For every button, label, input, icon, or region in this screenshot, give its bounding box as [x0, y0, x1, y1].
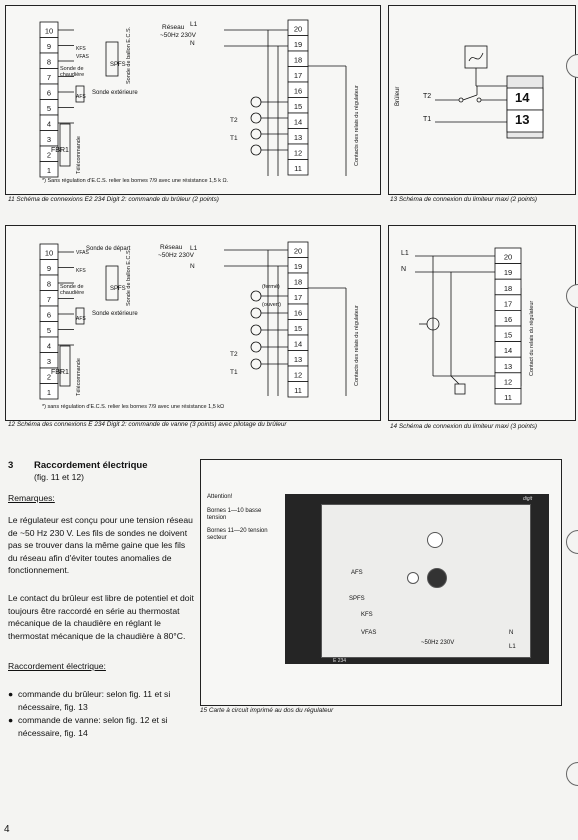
fig12-lv-terminal-label-10: 10 — [44, 248, 54, 258]
fig12-lv-terminal-label-1: 1 — [46, 388, 52, 397]
fig12-hv-terminal-label-13: 13 — [293, 355, 303, 364]
fig12-reseau: Réseau — [160, 244, 183, 251]
fig12-hv-terminal-label-16: 16 — [293, 308, 303, 318]
spfs-box — [106, 42, 118, 76]
attention-label: Attention! — [207, 494, 233, 500]
brand-label: digit — [523, 496, 533, 502]
fig11-lv-terminal-label-10: 10 — [44, 26, 54, 36]
spfs-box — [106, 266, 118, 300]
fig11-kfs: KFS — [76, 46, 86, 52]
section-subtitle: (fig. 11 et 12) — [34, 472, 84, 482]
fig14-terminal-label-19: 19 — [503, 268, 513, 278]
fig12-lv-terminal-label-6: 6 — [46, 310, 52, 320]
fig12-ferme: (fermé) — [262, 284, 280, 290]
fig14-terminal-label-18: 18 — [503, 283, 513, 293]
bullet-dot: ● — [8, 715, 14, 725]
load-symbol — [251, 359, 261, 369]
fig11-telecommande: Télécommande — [76, 136, 82, 174]
fig11-hv-terminal-label-12: 12 — [293, 148, 303, 158]
high-voltage-label: Bornes 11—20 tension secteur — [207, 528, 268, 541]
fig12-telecommande: Télécommande — [76, 358, 82, 396]
fig12-sonde-depart: Sonde de départ — [86, 246, 131, 252]
paragraph-1: Le régulateur est conçu pour une tension réseau de ~50 Hz 230 V. Les fils de sondes ne doivent pas se trouver dans la même gaine que les fils du réseau afin d'éviter toutes anomalies de fonctionnement. — [8, 515, 193, 576]
fig12-n: N — [190, 263, 195, 270]
fig12-lv-terminal-label-4: 4 — [46, 341, 52, 351]
figure-15-caption: 15 Carte à circuit imprimé au dos du régulateur — [200, 707, 334, 714]
fig12-hv-terminal-label-17: 17 — [293, 293, 303, 302]
fig12-voltage: ~50Hz 230V — [158, 252, 194, 259]
fig11-hv-terminal-label-18: 18 — [293, 55, 303, 65]
bruleur-label: Brûleur — [395, 86, 401, 106]
fig11-lv-terminal-label-6: 6 — [46, 88, 52, 98]
l1-pcb-label: L1 — [509, 644, 516, 650]
section-title: Raccordement électrique — [34, 460, 148, 471]
fig12-spfs: SPFS — [110, 286, 126, 292]
fig12-hv-terminal-label-19: 19 — [293, 262, 303, 271]
fig12-lv-terminal-label-8: 8 — [46, 279, 52, 289]
figure-13-diagram — [389, 6, 575, 194]
figure-13-caption: 13 Schéma de connexion du limiteur maxi (2 points) — [390, 196, 538, 203]
figure-14-panel — [388, 225, 576, 421]
fbr1-box — [60, 346, 70, 386]
page-number: 4 — [4, 824, 10, 835]
fig14-terminal-label-20: 20 — [503, 252, 513, 262]
voltage-label: ~50Hz 230V — [421, 640, 455, 646]
raccordement-heading: Raccordement électrique: — [8, 661, 106, 671]
fig11-hv-terminal-label-14: 14 — [293, 117, 303, 127]
figure-13-panel — [388, 5, 576, 195]
fig11-afs: AFS — [76, 94, 86, 100]
pcb-inner — [321, 504, 531, 658]
terminal-13-label: 13 — [515, 112, 530, 127]
low-voltage-label: Bornes 1—10 basse tension — [207, 508, 262, 521]
fig12-lv-terminal-label-7: 7 — [46, 295, 52, 304]
punch-hole — [566, 530, 578, 554]
fig12-kfs: KFS — [76, 268, 86, 274]
fig12-contacts-label: Contacts des relais du régulateur — [354, 305, 360, 386]
fig11-lv-terminal-label-9: 9 — [46, 42, 52, 51]
fig11-sonde-exterieure: Sonde extérieure — [92, 90, 138, 96]
remarques-heading: Remarques: — [8, 493, 55, 503]
fig14-terminal-label-14: 14 — [503, 346, 513, 356]
fig11-hv-terminal-label-17: 17 — [293, 71, 303, 80]
fbr1-box — [60, 124, 70, 166]
fig11-lv-terminal-label-7: 7 — [46, 73, 52, 82]
figure-15-panel — [200, 459, 562, 706]
fig12-hv-terminal-label-12: 12 — [293, 370, 303, 380]
load-symbol — [251, 308, 261, 318]
fig11-t1: T1 — [230, 135, 238, 142]
fig11-hv-terminal-label-13: 13 — [293, 133, 303, 142]
vfas-pcb-label: VFAS — [361, 630, 377, 636]
bullet-1 — [8, 688, 194, 713]
fig12-sonde-chaudiere: Sonde de chaudière — [60, 284, 85, 296]
load-symbol — [251, 145, 261, 155]
fig11-hv-terminal-label-16: 16 — [293, 86, 303, 96]
kfs-pcb-label: KFS — [361, 612, 373, 618]
fig14-terminal-label-15: 15 — [503, 330, 513, 340]
fig12-sonde-ecs: Sonde de ballon E.C.S. — [126, 248, 132, 306]
fig12-sonde-exterieure: Sonde extérieure — [92, 311, 138, 317]
fig14-terminal-label-13: 13 — [503, 361, 513, 371]
spfs-pcb-label: SPFS — [349, 596, 365, 602]
n-pcb-label: N — [509, 630, 514, 636]
fig11-hv-terminal-label-15: 15 — [293, 102, 303, 111]
fig11-lv-terminal-label-8: 8 — [46, 57, 52, 67]
fig12-hv-terminal-label-15: 15 — [293, 324, 303, 333]
potentiometer — [427, 568, 447, 588]
fig11-footnote: *) Sans régulation d'E.C.S. relier les bornes 7/9 avec une résistance 1,5 k Ω. — [42, 178, 229, 184]
l1-label: L1 — [401, 250, 409, 257]
bullet-1-text: commande du brûleur: selon fig. 11 et si nécessaire, fig. 13 — [18, 689, 171, 712]
load-symbol — [251, 113, 261, 123]
figure-11-caption: 11 Schéma de connexions E2 234 Digit 2: commande du brûleur (2 points) — [8, 196, 219, 203]
mounting-hole — [427, 532, 443, 548]
fig12-t2: T2 — [230, 351, 238, 358]
fig11-hv-terminal-label-19: 19 — [293, 40, 303, 49]
bullet-2-text: commande de vanne: selon fig. 12 et si nécessaire, fig. 14 — [18, 715, 168, 738]
mounting-hole — [407, 572, 419, 584]
figure-12-caption: 12 Schéma des connexions E 234 Digit 2: commande de vanne (3 points) avec pilotage du brûleur — [8, 421, 287, 428]
fig11-lv-terminal-label-2: 2 — [46, 150, 52, 160]
fig12-l1: L1 — [190, 245, 198, 252]
figure-14-diagram — [389, 226, 575, 420]
load-symbol — [251, 342, 261, 352]
terminal-14-label: 14 — [515, 90, 530, 105]
bullet-dot: ● — [8, 689, 14, 699]
fig12-vfas: VFAS — [76, 250, 89, 256]
load-symbol — [251, 325, 261, 335]
fig11-contacts-label: Contacts des relais du régulateur — [354, 85, 360, 166]
fig12-hv-terminal-label-18: 18 — [293, 277, 303, 287]
fig14-terminal-label-16: 16 — [503, 315, 513, 324]
fig14-terminal-label-11: 11 — [504, 393, 512, 402]
fig11-hv-terminal-label-20: 20 — [293, 24, 303, 34]
bullet-2 — [8, 714, 194, 739]
load-symbol — [251, 97, 261, 107]
fig12-lv-terminal-label-9: 9 — [46, 264, 52, 273]
fig11-hv-terminal-label-11: 11 — [294, 164, 302, 173]
fig12-hv-terminal-label-20: 20 — [293, 246, 303, 256]
fig11-sonde-ecs: Sonde de ballon E.C.S. — [126, 26, 132, 84]
paragraph-2: Le contact du brûleur est libre de potentiel et doit toujours être raccordé en série au thermostat mécanique de la chaudière en réglant le thermostat mécanique de la chaudière à 80°C. — [8, 593, 194, 641]
punch-hole — [566, 762, 578, 786]
fig12-t1: T1 — [230, 369, 238, 376]
contact-relay-label: Contact du relais du régulateur — [529, 300, 535, 376]
fig11-sonde-chaudiere: Sonde de chaudière — [60, 66, 85, 78]
afs-pcb-label: AFS — [351, 570, 363, 576]
fig12-ouvert: (ouvert) — [262, 302, 281, 308]
fig11-lv-terminal-label-5: 5 — [46, 104, 52, 113]
fig12-lv-terminal-label-5: 5 — [46, 326, 52, 335]
section-number: 3 — [8, 460, 14, 471]
fig11-lv-terminal-label-3: 3 — [46, 135, 52, 144]
n-label: N — [401, 266, 407, 273]
fig11-n: N — [190, 40, 195, 47]
fig11-reseau: Réseau — [162, 24, 185, 31]
fig11-spfs: SPFS — [110, 62, 126, 68]
t2-label: T2 — [423, 93, 432, 100]
fig12-footnote: *) sans régulation d'E.C.S. relier les bornes 7/9 avec une résistance 1,5 kΩ — [42, 404, 225, 410]
fig11-voltage: ~50Hz 230V — [160, 32, 196, 39]
fig14-terminal-label-12: 12 — [503, 377, 513, 387]
fig11-lv-terminal-label-1: 1 — [46, 166, 52, 175]
fig11-l1: L1 — [190, 21, 198, 28]
fig11-t2: T2 — [230, 117, 238, 124]
load-symbol — [251, 291, 261, 301]
model-label: E 234 — [333, 658, 347, 664]
load-symbol — [251, 129, 261, 139]
fig12-lv-terminal-label-3: 3 — [46, 357, 52, 366]
fig11-fbr1: FBR1 — [51, 147, 69, 154]
fig14-terminal-label-17: 17 — [503, 299, 513, 309]
fig12-fbr1: FBR1 — [51, 369, 69, 376]
fig12-afs: AFS — [76, 316, 86, 322]
fig11-lv-terminal-label-4: 4 — [46, 119, 52, 129]
figure-14-caption: 14 Schéma de connexion du limiteur maxi (3 points) — [390, 423, 538, 430]
fig12-lv-terminal-label-2: 2 — [46, 372, 52, 382]
fig12-hv-terminal-label-14: 14 — [293, 339, 303, 349]
fig12-hv-terminal-label-11: 11 — [294, 386, 302, 395]
t1-label: T1 — [423, 116, 432, 123]
fig11-vfas: VFAS — [76, 54, 89, 60]
